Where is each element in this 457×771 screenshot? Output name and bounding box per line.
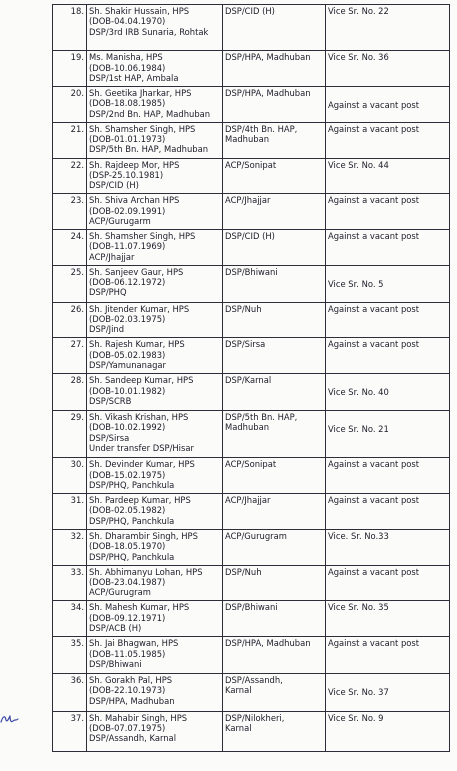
serial-number-cell: 33.	[53, 565, 87, 601]
text-line: DSP/SCRB	[89, 395, 132, 406]
table-row	[53, 158, 450, 194]
remarks-text: Against a vacant post	[328, 100, 420, 111]
remarks-text: Vice Sr. No. 44	[328, 159, 389, 170]
serial-number-cell: 35.	[53, 637, 87, 674]
officer-details-cell	[87, 674, 223, 712]
text-line: (DOB-18.08.1985)	[89, 98, 166, 109]
posted-as-cell	[223, 51, 326, 87]
table-row	[53, 374, 450, 411]
posted-as-cell	[223, 338, 326, 374]
text-line: (DOB-07.07.1975)	[89, 723, 166, 734]
text-line: Sh. Shiva Archan HPS	[89, 195, 180, 206]
text-line: (DOB-11.07.1969)	[89, 241, 166, 252]
remarks-text: Vice Sr. No. 22	[328, 6, 389, 16]
remarks-text: Vice Sr. No. 36	[328, 52, 389, 63]
text-line: DSP/Assandh,	[225, 675, 283, 686]
table-row	[53, 230, 450, 266]
text-line: DSP/Karnal	[225, 375, 272, 386]
serial-number-cell: 18.	[53, 5, 87, 51]
text-line: ACP/Gurugram	[89, 587, 151, 598]
text-line: DSP/3rd IRB Sunaria, Rohtak	[89, 26, 209, 37]
text-line: Sh. Abhimanyu Lohan, HPS	[89, 566, 203, 577]
text-line: DSP/Nuh	[225, 566, 262, 577]
remarks-text: Vice Sr. No. 40	[328, 387, 389, 398]
table-row	[53, 265, 450, 302]
officer-details-cell	[87, 265, 223, 302]
remarks-text: Against a vacant post	[328, 339, 420, 350]
officer-details-cell	[87, 194, 223, 230]
remarks-cell	[326, 338, 450, 374]
officer-details-cell	[87, 302, 223, 338]
text-line: Sh. Shakir Hussain, HPS	[89, 6, 190, 16]
table-row	[53, 529, 450, 565]
remarks-text: Vice Sr. No. 21	[328, 424, 389, 435]
text-line: (DOB-22.10.1973)	[89, 685, 166, 696]
table-row	[53, 122, 450, 158]
text-line: DSP/Bhiwani	[89, 658, 142, 669]
posted-as-cell	[223, 230, 326, 266]
table-row	[53, 711, 450, 751]
table-row	[53, 494, 450, 530]
text-line: Sh. Jai Bhagwan, HPS	[89, 638, 179, 649]
text-line: Sh. Pardeep Kumar, HPS	[89, 495, 191, 506]
officer-details-cell	[87, 637, 223, 674]
text-line: DSP/PHQ, Panchkula	[89, 479, 175, 490]
text-line: Sh. Mahesh Kumar, HPS	[89, 602, 190, 613]
text-line: (DOB-09.12.1971)	[89, 612, 166, 623]
table-row	[53, 601, 450, 637]
text-line: (DOB-10.01.1982)	[89, 385, 166, 396]
remarks-text: Against a vacant post	[328, 495, 420, 506]
text-line: (DOB-23.04.1987)	[89, 576, 166, 587]
table-row	[53, 194, 450, 230]
officer-details-cell	[87, 230, 223, 266]
transfer-table-body	[53, 5, 450, 752]
officer-details-cell	[87, 529, 223, 565]
transfer-list-page	[52, 4, 445, 752]
remarks-cell	[326, 122, 450, 158]
remarks-text: Against a vacant post	[328, 303, 420, 314]
officer-details-cell	[87, 565, 223, 601]
remarks-text: Against a vacant post	[328, 123, 420, 134]
remarks-cell	[326, 494, 450, 530]
text-line: (DOB-11.05.1985)	[89, 648, 166, 659]
text-line: (DOB-02.09.1991)	[89, 205, 166, 216]
table-row	[53, 637, 450, 674]
text-line: (DOB-02.03.1975)	[89, 313, 166, 324]
serial-number-cell: 25.	[53, 265, 87, 302]
officer-details-cell	[87, 458, 223, 494]
remarks-text: Vice. Sr. No.33	[328, 530, 389, 541]
remarks-text: Against a vacant post	[328, 566, 420, 577]
text-line: DSP/HPA, Madhuban	[225, 52, 311, 63]
remarks-text: Against a vacant post	[328, 195, 420, 206]
text-line: ACP/Sonipat	[225, 459, 277, 470]
text-line: Madhuban	[225, 422, 270, 433]
posted-as-cell	[223, 637, 326, 674]
text-line: Sh. Vikash Krishan, HPS	[89, 412, 189, 423]
remarks-cell	[326, 674, 450, 712]
serial-number-cell: 29.	[53, 411, 87, 458]
table-row	[53, 87, 450, 123]
text-line: (DOB-10.02.1992)	[89, 422, 166, 433]
text-line: DSP/Bhiwani	[225, 266, 278, 277]
remarks-text: Against a vacant post	[328, 231, 420, 242]
officer-details-cell	[87, 411, 223, 458]
table-row	[53, 302, 450, 338]
text-line: DSP/Assandh, Karnal	[89, 733, 177, 744]
officer-details-cell	[87, 122, 223, 158]
text-line: Sh. Shamsher Singh, HPS	[89, 231, 196, 242]
posted-as-cell	[223, 5, 326, 51]
text-line: Sh. Rajdeep Mor, HPS	[89, 159, 180, 170]
text-line: DSP/Sirsa	[89, 432, 130, 443]
officer-details-cell	[87, 158, 223, 194]
remarks-cell	[326, 5, 450, 51]
text-line: Sh. Rajesh Kumar, HPS	[89, 339, 185, 350]
serial-number-cell: 24.	[53, 230, 87, 266]
serial-number-cell: 28.	[53, 374, 87, 411]
officer-details-cell	[87, 494, 223, 530]
text-line: (DOB-18.05.1970)	[89, 541, 166, 552]
serial-number-cell: 21.	[53, 122, 87, 158]
posted-as-cell	[223, 494, 326, 530]
remarks-cell	[326, 302, 450, 338]
remarks-cell	[326, 411, 450, 458]
remarks-cell	[326, 158, 450, 194]
text-line: (DOB-15.02.1975)	[89, 469, 166, 480]
remarks-text: Vice Sr. No. 35	[328, 602, 389, 613]
serial-number-cell: 26.	[53, 302, 87, 338]
posted-as-cell	[223, 87, 326, 123]
text-line: DSP/5th Bn. HAP,	[225, 412, 298, 423]
serial-number-cell: 23.	[53, 194, 87, 230]
text-line: (DOB-05.02.1983)	[89, 349, 166, 360]
handwritten-initials-mark	[0, 712, 20, 726]
serial-number-cell: 22.	[53, 158, 87, 194]
posted-as-cell	[223, 674, 326, 712]
text-line: (DOB-10.06.1984)	[89, 62, 166, 73]
text-line: ACP/Jhajjar	[225, 195, 271, 206]
text-line: Sh. Dharambir Singh, HPS	[89, 530, 198, 541]
text-line: Sh. Jitender Kumar, HPS	[89, 303, 190, 314]
text-line: (DOB-04.04.1970)	[89, 16, 166, 27]
text-line: DSP/PHQ, Panchkula	[89, 551, 175, 562]
remarks-cell	[326, 637, 450, 674]
text-line: Sh. Gorakh Pal, HPS	[89, 675, 173, 686]
serial-number-cell: 20.	[53, 87, 87, 123]
posted-as-cell	[223, 265, 326, 302]
text-line: DSP/PHQ	[89, 287, 127, 298]
text-line: (DOB-02.05.1982)	[89, 505, 166, 516]
table-row	[53, 458, 450, 494]
officer-details-cell	[87, 338, 223, 374]
text-line: ACP/Jhajjar	[89, 251, 135, 262]
officer-details-cell	[87, 87, 223, 123]
remarks-cell	[326, 374, 450, 411]
text-line: Sh. Sanjeev Gaur, HPS	[89, 266, 184, 277]
text-line: DSP/2nd Bn. HAP, Madhuban	[89, 108, 211, 119]
text-line: Sh. Shamsher Singh, HPS	[89, 123, 196, 134]
posted-as-cell	[223, 529, 326, 565]
remarks-text: Vice Sr. No. 37	[328, 687, 389, 698]
text-line: DSP/Bhiwani	[225, 602, 278, 613]
remarks-cell	[326, 194, 450, 230]
officer-details-cell	[87, 374, 223, 411]
posted-as-cell	[223, 711, 326, 751]
text-line: DSP/5th Bn. HAP, Madhuban	[89, 144, 209, 155]
text-line: (DOB-06.12.1972)	[89, 277, 166, 288]
text-line: (DSP-25.10.1981)	[89, 169, 164, 180]
text-line: Madhuban	[225, 134, 270, 145]
text-line: DSP/Sirsa	[225, 339, 266, 350]
table-row	[53, 5, 450, 51]
table-row	[53, 411, 450, 458]
remarks-cell	[326, 601, 450, 637]
text-line: DSP/ACB (H)	[89, 623, 142, 634]
text-line: Sh. Devinder Kumar, HPS	[89, 459, 195, 470]
remarks-text: Vice Sr. No. 9	[328, 712, 384, 723]
transfer-table	[52, 4, 450, 752]
text-line: Sh. Sandeep Kumar, HPS	[89, 375, 194, 386]
posted-as-cell	[223, 194, 326, 230]
officer-details-cell	[87, 711, 223, 751]
text-line: Karnal	[225, 723, 252, 734]
serial-number-cell: 27.	[53, 338, 87, 374]
text-line: ACP/Jhajjar	[225, 495, 271, 506]
text-line: DSP/1st HAP, Ambala	[89, 72, 179, 83]
text-line: ACP/Gurugarm	[89, 215, 151, 226]
officer-details-cell	[87, 5, 223, 51]
text-line: DSP/Nuh	[225, 303, 262, 314]
text-line: DSP/CID (H)	[89, 180, 139, 191]
posted-as-cell	[223, 565, 326, 601]
text-line: Under transfer DSP/Hisar	[89, 442, 194, 453]
posted-as-cell	[223, 411, 326, 458]
posted-as-cell	[223, 374, 326, 411]
remarks-text: Against a vacant post	[328, 638, 420, 649]
text-line: DSP/PHQ, Panchkula	[89, 515, 175, 526]
text-line: DSP/HPA, Madhuban	[89, 695, 175, 706]
serial-number-cell: 32.	[53, 529, 87, 565]
text-line: DSP/Nilokheri,	[225, 712, 285, 723]
posted-as-cell	[223, 158, 326, 194]
text-line: DSP/4th Bn. HAP,	[225, 123, 298, 134]
text-line: Karnal	[225, 685, 252, 696]
text-line: (DOB-01.01.1973)	[89, 134, 166, 145]
text-line: Sh. Geetika Jharkar, HPS	[89, 88, 192, 99]
serial-number-cell: 19.	[53, 51, 87, 87]
remarks-cell	[326, 565, 450, 601]
text-line: Sh. Mahabir Singh, HPS	[89, 712, 188, 723]
text-line: ACP/Gurugram	[225, 530, 287, 541]
remarks-cell	[326, 51, 450, 87]
text-line: DSP/CID (H)	[225, 6, 275, 16]
posted-as-cell	[223, 458, 326, 494]
serial-number-cell: 36.	[53, 674, 87, 712]
text-line: DSP/HPA, Madhuban	[225, 638, 311, 649]
table-row	[53, 51, 450, 87]
officer-details-cell	[87, 601, 223, 637]
remarks-cell	[326, 87, 450, 123]
table-row	[53, 338, 450, 374]
text-line: DSP/CID (H)	[225, 231, 275, 242]
remarks-cell	[326, 265, 450, 302]
serial-number-cell: 31.	[53, 494, 87, 530]
remarks-cell	[326, 711, 450, 751]
text-line: Ms. Manisha, HPS	[89, 52, 163, 63]
officer-details-cell	[87, 51, 223, 87]
posted-as-cell	[223, 302, 326, 338]
text-line: DSP/HPA, Madhuban	[225, 88, 311, 99]
serial-number-cell: 37.	[53, 711, 87, 751]
remarks-text: Against a vacant post	[328, 459, 420, 470]
posted-as-cell	[223, 122, 326, 158]
table-row	[53, 674, 450, 712]
serial-number-cell: 30.	[53, 458, 87, 494]
posted-as-cell	[223, 601, 326, 637]
text-line: DSP/Yamunanagar	[89, 360, 166, 371]
remarks-cell	[326, 529, 450, 565]
serial-number-cell: 34.	[53, 601, 87, 637]
text-line: ACP/Sonipat	[225, 159, 277, 170]
remarks-cell	[326, 230, 450, 266]
remarks-text: Vice Sr. No. 5	[328, 278, 384, 289]
table-row	[53, 565, 450, 601]
remarks-cell	[326, 458, 450, 494]
text-line: DSP/Jind	[89, 324, 125, 335]
